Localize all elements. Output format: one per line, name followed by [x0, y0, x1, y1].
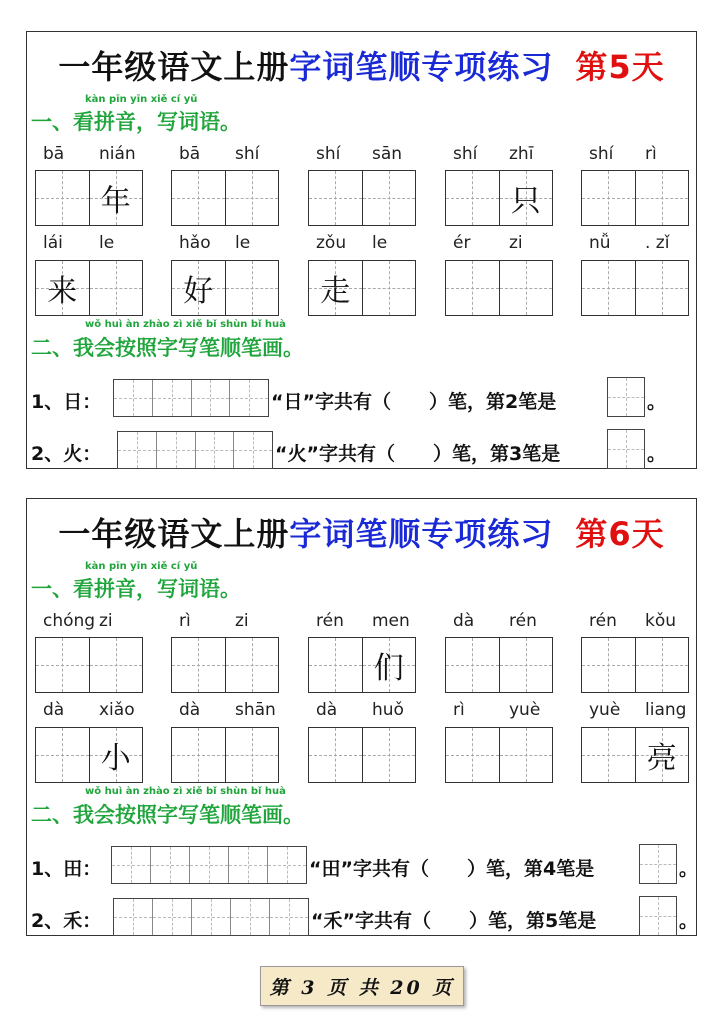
- tian-grid-cell[interactable]: [225, 638, 279, 692]
- pinyin-syllable: rì: [645, 144, 657, 164]
- stroke-box[interactable]: [229, 380, 268, 416]
- stroke-box[interactable]: [269, 899, 308, 935]
- tian-grid-cell[interactable]: [499, 261, 553, 315]
- given-character: 小: [100, 741, 131, 776]
- pinyin-syllable: zǒu: [316, 233, 347, 253]
- stroke-box[interactable]: [156, 432, 195, 468]
- tian-grid-cell[interactable]: [89, 638, 143, 692]
- word-writing-box[interactable]: [308, 637, 416, 693]
- pinyin-syllable: dà: [179, 700, 201, 720]
- stroke-box[interactable]: [267, 847, 306, 883]
- pinyin-syllable: . zǐ: [645, 233, 670, 253]
- pinyin-syllable: shí: [589, 144, 614, 164]
- pinyin-syllable: bā: [43, 144, 65, 164]
- section2-title: 二、我会按照字写笔顺笔画。: [31, 803, 304, 827]
- tian-grid-cell[interactable]: [582, 728, 635, 782]
- pinyin-syllable: le: [99, 233, 115, 253]
- title-grade: 一年级语文上册: [58, 515, 290, 553]
- word-writing-box[interactable]: [445, 260, 553, 316]
- tian-grid-cell[interactable]: [225, 261, 279, 315]
- given-character: 们: [373, 651, 404, 686]
- tian-grid-cell[interactable]: [499, 638, 553, 692]
- pinyin-syllable: ér: [453, 233, 471, 253]
- question-text: “日”字共有（ ）笔，第2笔是: [271, 391, 557, 413]
- section2-title: 二、我会按照字写笔顺笔画。: [31, 336, 304, 360]
- tian-grid-cell[interactable]: [36, 261, 89, 315]
- section1-title: 一、看拼音，写词语。: [31, 577, 241, 601]
- stroke-box[interactable]: [118, 432, 156, 468]
- tian-grid-cell[interactable]: [499, 728, 553, 782]
- word-writing-box[interactable]: [171, 170, 279, 226]
- question-label: 2、火：: [31, 443, 102, 465]
- word-writing-box[interactable]: [171, 637, 279, 693]
- pinyin-syllable: liang: [645, 700, 687, 720]
- word-writing-box[interactable]: [35, 170, 143, 226]
- pinyin-syllable: yuè: [509, 700, 541, 720]
- given-character: 来: [47, 274, 78, 309]
- tian-grid-cell[interactable]: [89, 261, 143, 315]
- section1-title: 一、看拼音，写词语。: [31, 110, 241, 134]
- pinyin-syllable: le: [372, 233, 388, 253]
- end-mark: 。: [679, 910, 699, 932]
- question-text: “田”字共有（ ）笔，第4笔是: [309, 858, 595, 880]
- title-topic: 字词笔顺专项练习: [289, 48, 554, 86]
- stroke-box[interactable]: [191, 380, 230, 416]
- end-mark: 。: [679, 858, 699, 880]
- answer-box[interactable]: [639, 844, 677, 884]
- pinyin-syllable: zi: [235, 611, 249, 631]
- pinyin-syllable: kǒu: [645, 611, 677, 631]
- word-writing-box[interactable]: [581, 260, 689, 316]
- tian-grid-cell[interactable]: [309, 638, 362, 692]
- pinyin-syllable: chóng: [43, 611, 96, 631]
- stroke-box[interactable]: [228, 847, 267, 883]
- given-character: 只: [510, 184, 541, 219]
- tian-grid-cell[interactable]: [309, 171, 362, 225]
- pinyin-syllable: rén: [509, 611, 537, 631]
- tian-grid-cell[interactable]: [309, 261, 362, 315]
- pinyin-syllable: huǒ: [372, 700, 404, 720]
- word-writing-box[interactable]: [581, 170, 689, 226]
- pinyin-syllable: shí: [453, 144, 478, 164]
- pinyin-syllable: shān: [235, 700, 276, 720]
- answer-box[interactable]: [607, 429, 645, 469]
- word-writing-box[interactable]: [308, 170, 416, 226]
- stroke-order-boxes[interactable]: [111, 846, 307, 884]
- tian-grid-cell[interactable]: [582, 171, 635, 225]
- word-writing-box[interactable]: [308, 260, 416, 316]
- stroke-order-boxes[interactable]: [113, 379, 269, 417]
- question-text: “火”字共有（ ）笔，第3笔是: [275, 443, 561, 465]
- pinyin-syllable: rén: [316, 611, 344, 631]
- stroke-box[interactable]: [233, 432, 272, 468]
- tian-grid-cell[interactable]: [635, 171, 689, 225]
- pinyin-syllable: lái: [43, 233, 63, 253]
- given-character: 年: [100, 184, 131, 219]
- word-writing-box[interactable]: [445, 170, 553, 226]
- answer-box[interactable]: [639, 896, 677, 936]
- tian-grid-cell[interactable]: [172, 638, 225, 692]
- pinyin-syllable: bā: [179, 144, 201, 164]
- tian-grid-cell[interactable]: [362, 171, 416, 225]
- word-writing-box[interactable]: [445, 637, 553, 693]
- pinyin-syllable: rén: [589, 611, 617, 631]
- title-day: 第6天: [575, 515, 665, 553]
- question-label: 2、禾：: [31, 910, 102, 932]
- tian-grid-cell[interactable]: [499, 171, 553, 225]
- pinyin-syllable: nián: [99, 144, 136, 164]
- stroke-box[interactable]: [152, 380, 191, 416]
- page-number: 第 3 页 共 20 页: [260, 966, 464, 1006]
- stroke-box[interactable]: [114, 899, 152, 935]
- tian-grid-cell[interactable]: [172, 261, 225, 315]
- question-label: 1、田：: [31, 858, 102, 880]
- pinyin-syllable: dà: [43, 700, 65, 720]
- word-writing-box[interactable]: [445, 727, 553, 783]
- worksheet-title: [27, 509, 696, 555]
- stroke-order-boxes[interactable]: [113, 898, 309, 936]
- tian-grid-cell[interactable]: [582, 638, 635, 692]
- pinyin-syllable: dà: [316, 700, 338, 720]
- stroke-box[interactable]: [150, 847, 189, 883]
- tian-grid-cell[interactable]: [635, 261, 689, 315]
- tian-grid-cell[interactable]: [225, 728, 279, 782]
- answer-box[interactable]: [607, 377, 645, 417]
- pinyin-syllable: men: [372, 611, 410, 631]
- pinyin-syllable: rì: [453, 700, 465, 720]
- pinyin-syllable: dà: [453, 611, 475, 631]
- question-label: 1、日：: [31, 391, 102, 413]
- given-character: 亮: [646, 741, 677, 776]
- pinyin-syllable: rì: [179, 611, 191, 631]
- tian-grid-cell[interactable]: [89, 728, 143, 782]
- stroke-box[interactable]: [230, 899, 269, 935]
- title-day: 第5天: [575, 48, 665, 86]
- pinyin-syllable: sān: [372, 144, 403, 164]
- pinyin-syllable: zi: [99, 611, 113, 631]
- pinyin-syllable: yuè: [589, 700, 621, 720]
- stroke-box[interactable]: [189, 847, 228, 883]
- title-topic: 字词笔顺专项练习: [289, 515, 554, 553]
- pinyin-syllable: shí: [235, 144, 260, 164]
- tian-grid-cell[interactable]: [635, 728, 689, 782]
- tian-grid-cell[interactable]: [362, 728, 416, 782]
- worksheet-5: [26, 31, 697, 469]
- word-writing-box[interactable]: [308, 727, 416, 783]
- word-writing-box[interactable]: [35, 727, 143, 783]
- section2-pinyin-hint: wǒ huì àn zhào zì xiě bǐ shùn bǐ huà: [85, 319, 286, 330]
- tian-grid-cell[interactable]: [225, 171, 279, 225]
- tian-grid-cell[interactable]: [309, 728, 362, 782]
- end-mark: 。: [647, 443, 667, 465]
- end-mark: 。: [647, 391, 667, 413]
- given-character: 走: [320, 274, 351, 309]
- tian-grid-cell[interactable]: [172, 728, 225, 782]
- tian-grid-cell[interactable]: [36, 728, 89, 782]
- tian-grid-cell[interactable]: [172, 171, 225, 225]
- word-writing-box[interactable]: [171, 260, 279, 316]
- worksheet-title: [27, 42, 696, 88]
- worksheet-6: [26, 498, 697, 936]
- pinyin-syllable: nǚ: [589, 233, 611, 253]
- word-writing-box[interactable]: [581, 727, 689, 783]
- stroke-box[interactable]: [112, 847, 150, 883]
- tian-grid-cell[interactable]: [362, 638, 416, 692]
- pinyin-syllable: hǎo: [179, 233, 211, 253]
- stroke-box[interactable]: [195, 432, 234, 468]
- word-writing-box[interactable]: [171, 727, 279, 783]
- tian-grid-cell[interactable]: [446, 261, 499, 315]
- tian-grid-cell[interactable]: [362, 261, 416, 315]
- title-grade: 一年级语文上册: [58, 48, 290, 86]
- pinyin-syllable: zi: [509, 233, 523, 253]
- pinyin-syllable: zhī: [509, 144, 534, 164]
- word-writing-box[interactable]: [35, 260, 143, 316]
- section1-pinyin-hint: kàn pīn yīn xiě cí yǔ: [85, 94, 198, 105]
- pinyin-syllable: xiǎo: [99, 700, 135, 720]
- tian-grid-cell[interactable]: [36, 171, 89, 225]
- question-text: “禾”字共有（ ）笔，第5笔是: [311, 910, 597, 932]
- section1-pinyin-hint: kàn pīn yīn xiě cí yǔ: [85, 561, 198, 572]
- tian-grid-cell[interactable]: [36, 638, 89, 692]
- tian-grid-cell[interactable]: [635, 638, 689, 692]
- tian-grid-cell[interactable]: [582, 261, 635, 315]
- word-writing-box[interactable]: [35, 637, 143, 693]
- word-writing-box[interactable]: [581, 637, 689, 693]
- tian-grid-cell[interactable]: [446, 638, 499, 692]
- stroke-box[interactable]: [191, 899, 230, 935]
- stroke-box[interactable]: [114, 380, 152, 416]
- given-character: 好: [183, 274, 214, 309]
- tian-grid-cell[interactable]: [446, 728, 499, 782]
- stroke-box[interactable]: [152, 899, 191, 935]
- pinyin-syllable: shí: [316, 144, 341, 164]
- stroke-order-boxes[interactable]: [117, 431, 273, 469]
- section2-pinyin-hint: wǒ huì àn zhào zì xiě bǐ shùn bǐ huà: [85, 786, 286, 797]
- tian-grid-cell[interactable]: [446, 171, 499, 225]
- pinyin-syllable: le: [235, 233, 251, 253]
- tian-grid-cell[interactable]: [89, 171, 143, 225]
